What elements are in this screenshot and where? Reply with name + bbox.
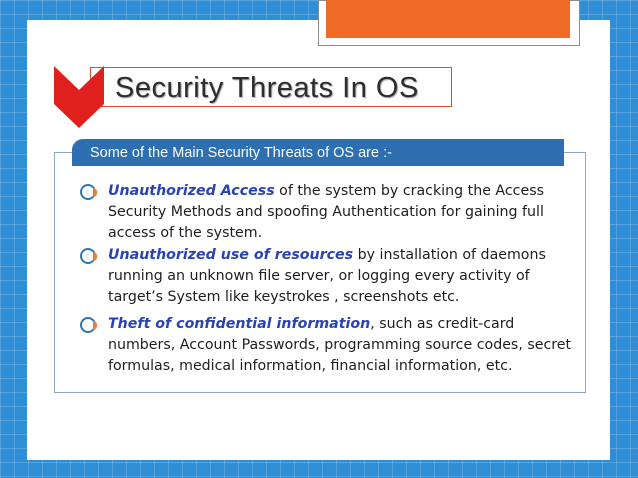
chevron-down-icon — [54, 66, 104, 128]
ring-bullet-icon — [80, 248, 96, 264]
bullet-body: , such as credit-card numbers, Account Passwords, programming source codes, secret formulas, medical information, financial information, etc. — [108, 316, 572, 374]
bullet-text — [108, 314, 578, 377]
ring-bullet-icon — [80, 184, 96, 200]
top-decor-orange-box — [326, 0, 570, 38]
slide-title: Security Threats In OS — [115, 72, 419, 104]
bullet-text — [108, 181, 578, 244]
bullet-lead: Unauthorized use of resources — [108, 247, 354, 263]
bullet-body: by installation of daemons running an unknown file server, or logging every activity of target’s System like keystrokes , screenshots etc. — [108, 247, 546, 305]
subtitle-text: Some of the Main Security Threats of OS are :- — [90, 145, 392, 161]
bullet-lead: Theft of confidential information — [108, 316, 371, 332]
bullet-lead: Unauthorized Access — [108, 183, 275, 199]
bullet-body: of the system by cracking the Access Security Methods and spoofing Authentication for gaining full access of the system. — [108, 183, 544, 241]
bullet-text — [108, 245, 578, 308]
ring-bullet-icon — [80, 317, 96, 333]
